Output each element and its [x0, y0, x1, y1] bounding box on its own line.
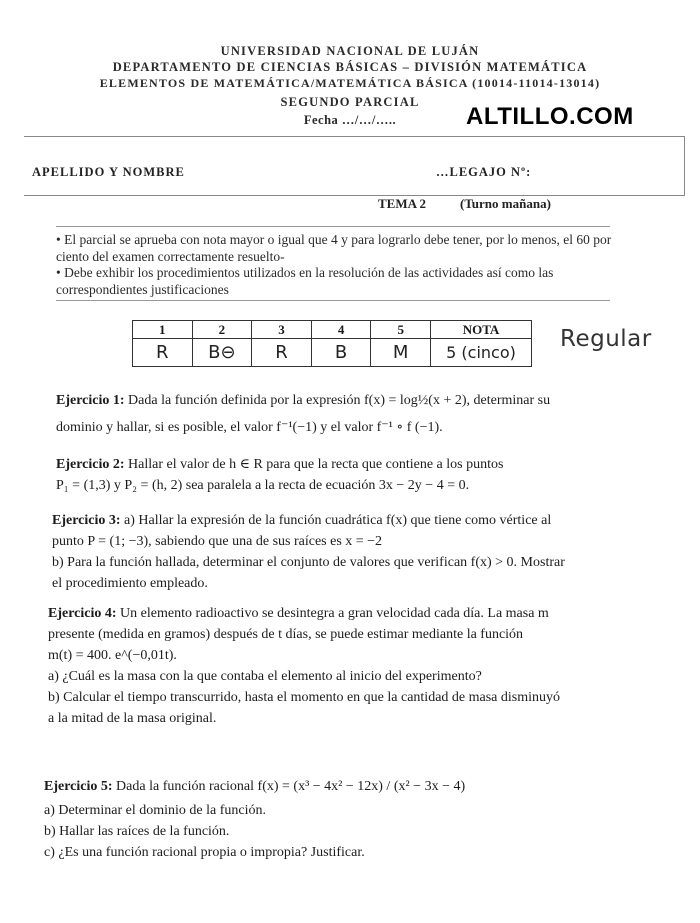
student-info-box [24, 136, 685, 196]
exercise-line: punto P = (1; −3), sabiendo que una de sus raíces es x = −2 [52, 534, 383, 549]
grade-value: M [371, 339, 431, 367]
exercise-line: b) Hallar las raíces de la función. [44, 824, 230, 839]
exercise-title: Ejercicio 3: [52, 513, 121, 528]
exercise-line: Ejercicio 3: a) Hallar la expresión de la función cuadrática f(x) que tiene como vértice al [52, 513, 552, 528]
handwritten-grade-note: Regular [560, 326, 652, 352]
grades-table [132, 320, 532, 367]
tema-label: TEMA 2 [378, 196, 427, 211]
grade-header: 4 [311, 321, 371, 339]
exercise-line: b) Para la función hallada, determinar el conjunto de valores que verifican f(x) > 0. Mostrar [52, 555, 565, 570]
exercise-2 [56, 454, 503, 496]
exercise-title: Ejercicio 2: [56, 457, 125, 472]
grade-value: R [133, 339, 193, 367]
grade-value: R [252, 339, 312, 367]
grade-header: 2 [192, 321, 252, 339]
exercise-3 [52, 510, 565, 594]
exercise-line: P₁ = (1,3) y P₂ = (h, 2) sea paralela a la recta de ecuación 3x − 2y − 4 = 0. [56, 478, 470, 493]
exercise-line: el procedimiento empleado. [52, 576, 208, 591]
grade-header: 1 [133, 321, 193, 339]
exercise-title: Ejercicio 1: [56, 393, 125, 408]
exercise-title: Ejercicio 5: [44, 779, 113, 794]
exercise-line: c) ¿Es una función racional propia o impropia? Justificar. [44, 845, 365, 860]
name-label: APELLIDO Y NOMBRE [32, 165, 185, 179]
exam-instructions [56, 232, 616, 298]
grades-value-row [133, 339, 532, 367]
grade-value: B⊖ [192, 339, 252, 367]
exercise-line: Ejercicio 2: Hallar el valor de h ∈ R para que la recta que contiene a los puntos [56, 457, 504, 472]
grades-header-row [133, 321, 532, 339]
exercise-line: Ejercicio 4: Un elemento radioactivo se desintegra a gran velocidad cada día. La masa m [48, 606, 549, 621]
grade-nota: 5 (cinco) [431, 339, 532, 367]
exam-title: SEGUNDO PARCIAL [280, 95, 420, 109]
exercise-line: Ejercicio 5: Dada la función racional f(x) = (x³ − 4x² − 12x) / (x² − 3x − 4) [44, 779, 466, 794]
exercise-line: m(t) = 400. e^(−0,01t). [48, 648, 177, 663]
exercise-line: dominio y hallar, si es posible, el valor f⁻¹(−1) y el valor f⁻¹ ∘ f (−1). [56, 420, 443, 435]
grade-header: 5 [371, 321, 431, 339]
grade-value: B [311, 339, 371, 367]
exercise-line: a) ¿Cuál es la masa con la que contaba el elemento al inicio del experimento? [48, 669, 482, 684]
exercise-4 [48, 603, 560, 729]
altillo-watermark: ALTILLO.COM [466, 103, 634, 130]
exercise-1 [56, 390, 550, 438]
instruction-procedures: • Debe exhibir los procedimientos utilizados en la resolución de las actividades así como las correspondientes justificaciones [56, 265, 554, 297]
grade-header: 3 [252, 321, 312, 339]
divider-top [56, 226, 610, 227]
instruction-approval: • El parcial se aprueba con nota mayor o igual que 4 y para lograrlo debe tener, por lo menos, el 60 por ciento del examen correctamente resuelto- [56, 232, 612, 264]
course-title: ELEMENTOS DE MATEMÁTICA/MATEMÁTICA BÁSICA (10014-11014-13014) [99, 76, 601, 90]
university-title: UNIVERSIDAD NACIONAL DE LUJÁN [220, 44, 480, 58]
grade-header-nota: NOTA [431, 321, 532, 339]
exercise-title: Ejercicio 4: [48, 606, 117, 621]
turno-label: (Turno mañana) [460, 196, 551, 211]
exercise-5 [44, 776, 465, 863]
department-title: DEPARTAMENTO DE CIENCIAS BÁSICAS – DIVISIÓN MATEMÁTICA [112, 60, 588, 74]
exercise-line: b) Calcular el tiempo transcurrido, hasta el momento en que la cantidad de masa disminuyó [48, 690, 561, 705]
exercise-line: a) Determinar el dominio de la función. [44, 803, 266, 818]
exercise-line: presente (medida en gramos) después de t días, se puede estimar mediante la función [48, 627, 524, 642]
exercise-line: a la mitad de la masa original. [48, 711, 217, 726]
exercise-line: Ejercicio 1: Dada la función definida por la expresión f(x) = log½(x + 2), determinar su [56, 393, 551, 408]
exam-date: Fecha …/…/….. [303, 113, 397, 127]
legajo-label: …LEGAJO Nº: [436, 165, 532, 179]
divider-bottom [56, 300, 610, 301]
